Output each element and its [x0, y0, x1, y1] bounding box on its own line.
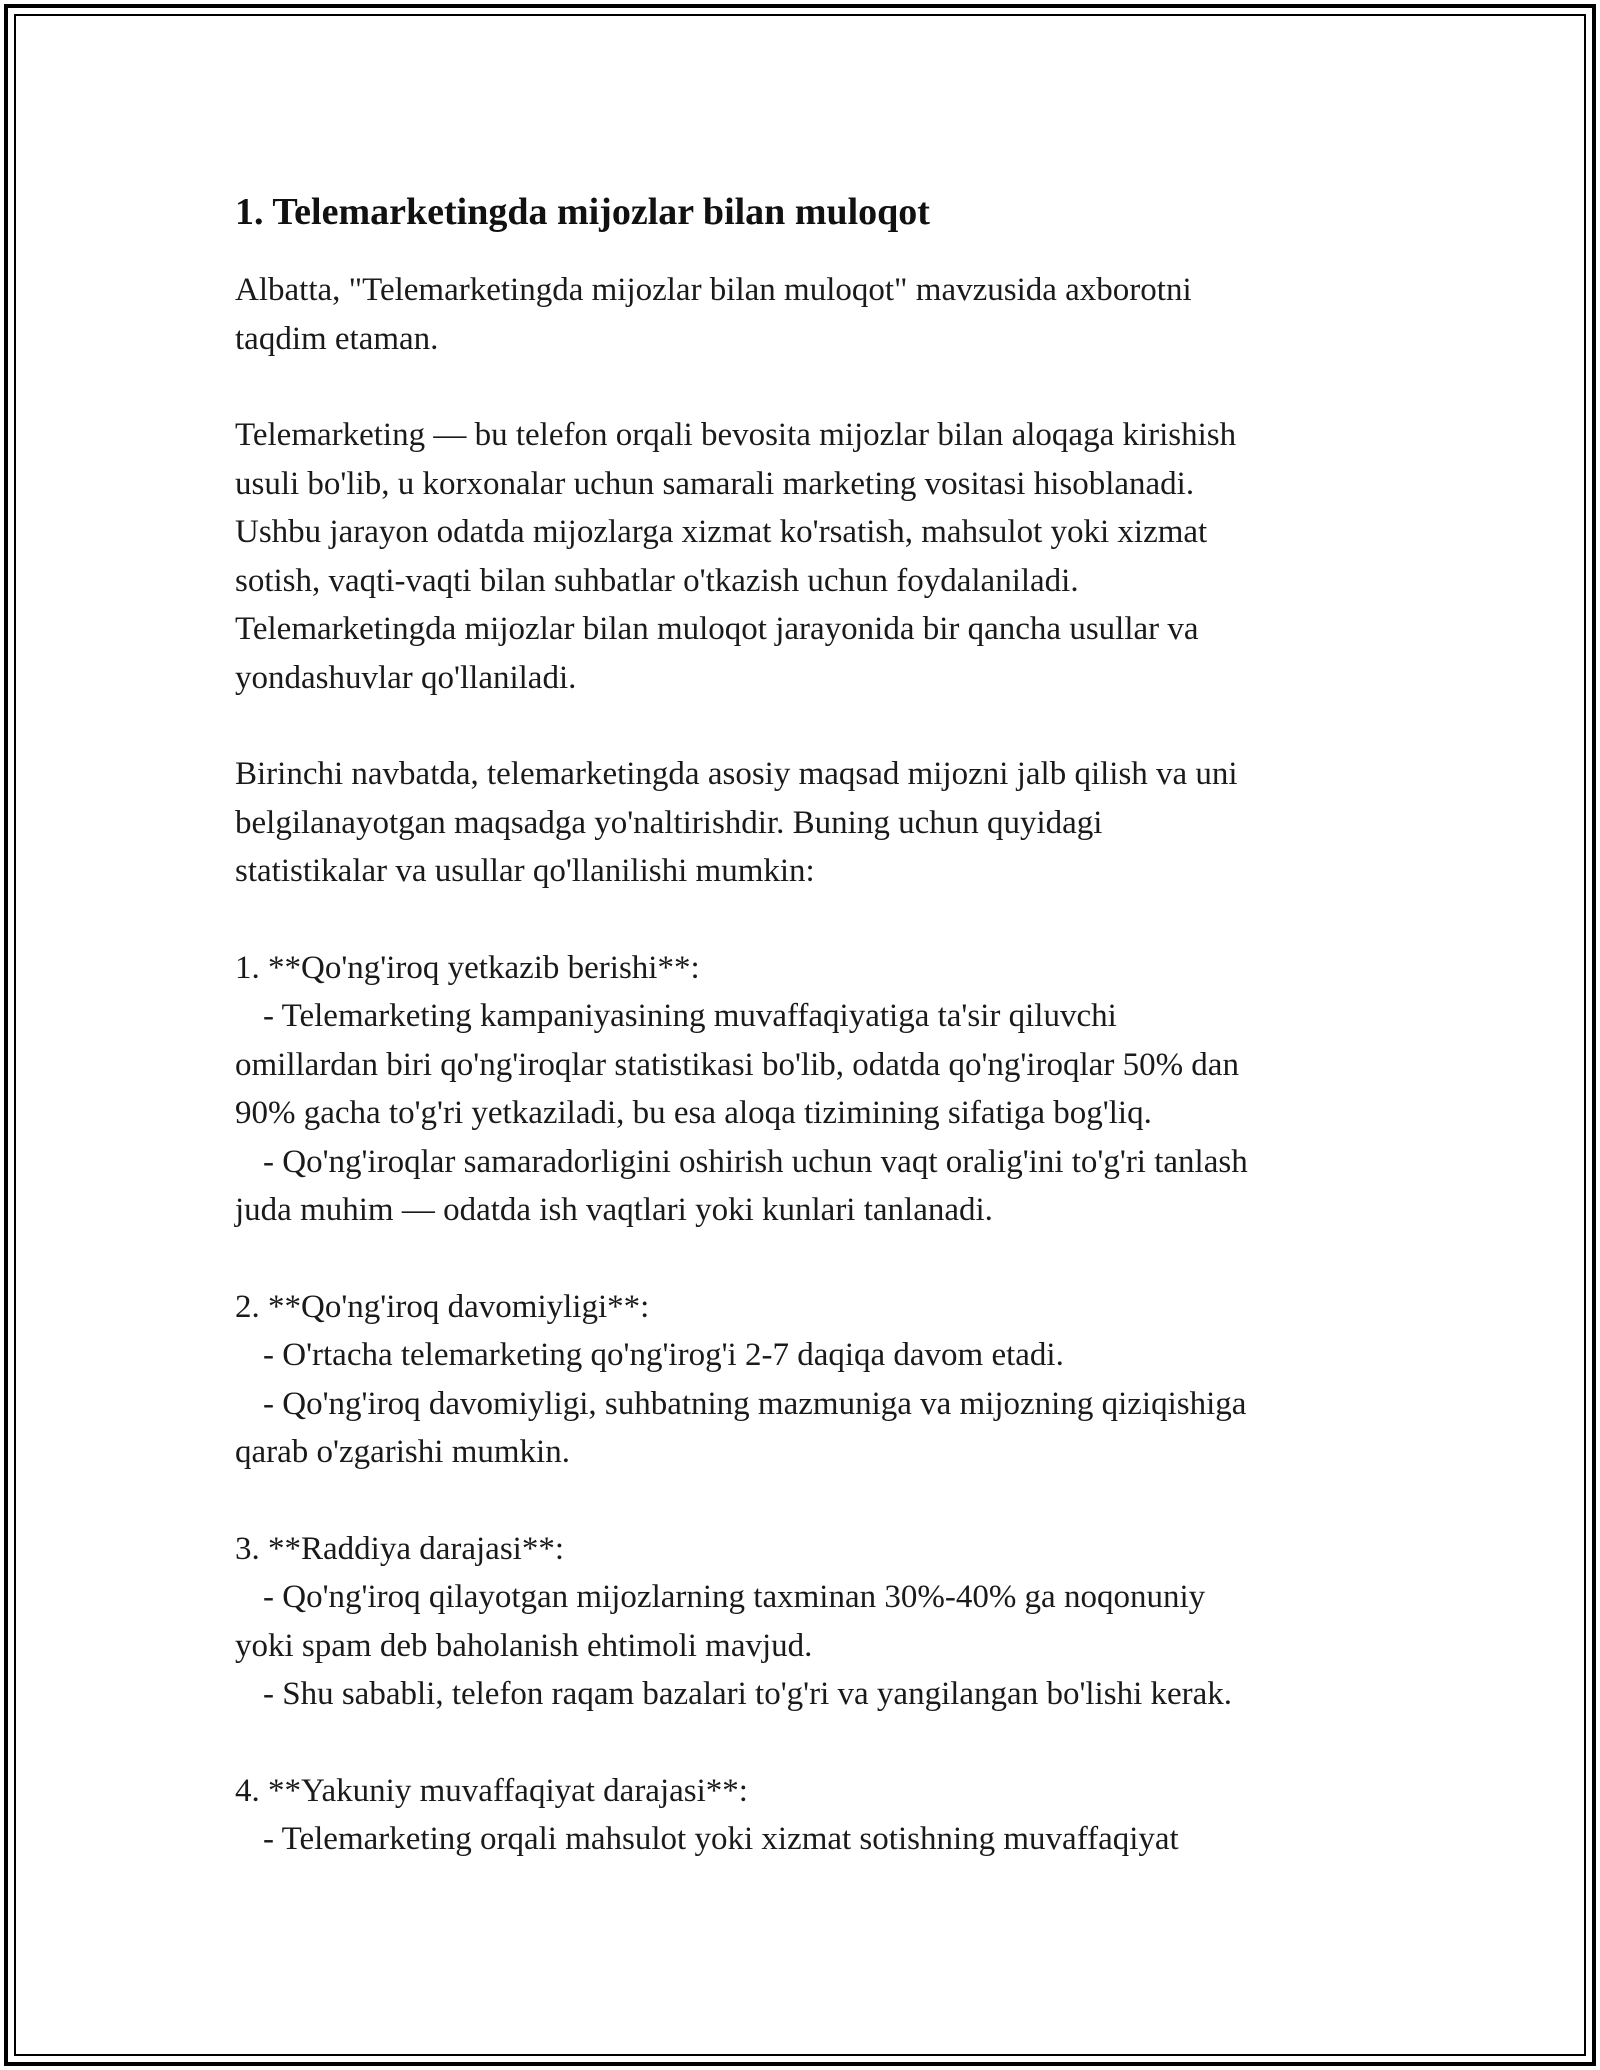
- text-line: taqdim etaman.: [235, 320, 439, 357]
- text-line: yondashuvlar qo'llaniladi.: [235, 659, 577, 696]
- section-heading: 1. **Qo'ng'iroq yetkazib berishi**:: [235, 949, 700, 986]
- section-heading: 2. **Qo'ng'iroq davomiyligi**:: [235, 1288, 650, 1325]
- text-line: yoki spam deb baholanish ehtimoli mavjud.: [235, 1627, 813, 1664]
- list-section-3: [235, 1525, 1385, 1719]
- list-section-1: [235, 944, 1385, 1235]
- bullet-line: - Shu sababli, telefon raqam bazalari to'g'ri va yangilangan bo'lishi kerak.: [263, 1676, 1233, 1712]
- text-line: sotish, vaqti-vaqti bilan suhbatlar o'tkazish uchun foydalaniladi.: [235, 562, 1079, 599]
- section-heading: 4. **Yakuniy muvaffaqiyat darajasi**:: [235, 1772, 748, 1809]
- text-line: juda muhim — odatda ish vaqtlari yoki kunlari tanlanadi.: [235, 1192, 993, 1228]
- bullet-line: - O'rtacha telemarketing qo'ng'irog'i 2-7 daqiqa davom etadi.: [263, 1337, 1064, 1373]
- list-section-4: [235, 1767, 1385, 1864]
- list-section-2: [235, 1283, 1385, 1477]
- document-body: [235, 186, 1385, 1912]
- definition-paragraph: [235, 411, 1385, 702]
- numbered-sections: [235, 944, 1385, 1864]
- text-line: Birinchi navbatda, telemarketingda asosiy maqsad mijozni jalb qilish va uni: [235, 756, 1238, 792]
- goal-paragraph: [235, 750, 1385, 896]
- text-line: omillardan biri qo'ng'iroqlar statistikasi bo'lib, odatda qo'ng'iroqlar 50% dan: [235, 1046, 1239, 1083]
- text-line: belgilanayotgan maqsadga yo'naltirishdir. Buning uchun quyidagi: [235, 804, 1103, 841]
- text-line: 90% gacha to'g'ri yetkaziladi, bu esa aloqa tizimining sifatiga bog'liq.: [235, 1095, 1152, 1131]
- bullet-line: - Telemarketing orqali mahsulot yoki xizmat sotishning muvaffaqiyat: [263, 1821, 1179, 1857]
- bullet-line: - Qo'ng'iroq qilayotgan mijozlarning taxminan 30%-40% ga noqonuniy: [263, 1579, 1206, 1615]
- text-line: qarab o'zgarishi mumkin.: [235, 1434, 570, 1470]
- text-line: Telemarketingda mijozlar bilan muloqot jarayonida bir qancha usullar va: [235, 611, 1199, 647]
- bullet-line: - Qo'ng'iroqlar samaradorligini oshirish uchun vaqt oralig'ini to'g'ri tanlash: [263, 1143, 1248, 1180]
- section-heading: 3. **Raddiya darajasi**:: [235, 1530, 565, 1567]
- text-line: usuli bo'lib, u korxonalar uchun samarali marketing vositasi hisoblanadi.: [235, 465, 1195, 502]
- text-line: Telemarketing — bu telefon orqali bevosita mijozlar bilan aloqaga kirishish: [235, 417, 1237, 453]
- bullet-line: - Qo'ng'iroq davomiyligi, suhbatning mazmuniga va mijozning qiziqishiga: [263, 1385, 1247, 1422]
- text-line: statistikalar va usullar qo'llanilishi mumkin:: [235, 853, 815, 889]
- text-line: Albatta, "Telemarketingda mijozlar bilan muloqot" mavzusida axborotni: [235, 272, 1192, 308]
- bullet-line: - Telemarketing kampaniyasining muvaffaqiyatiga ta'sir qiluvchi: [263, 998, 1117, 1034]
- text-line: Ushbu jarayon odatda mijozlarga xizmat ko'rsatish, mahsulot yoki xizmat: [235, 514, 1208, 550]
- intro-paragraph: [235, 266, 1385, 363]
- document-title: 1. Telemarketingda mijozlar bilan muloqot: [235, 191, 930, 233]
